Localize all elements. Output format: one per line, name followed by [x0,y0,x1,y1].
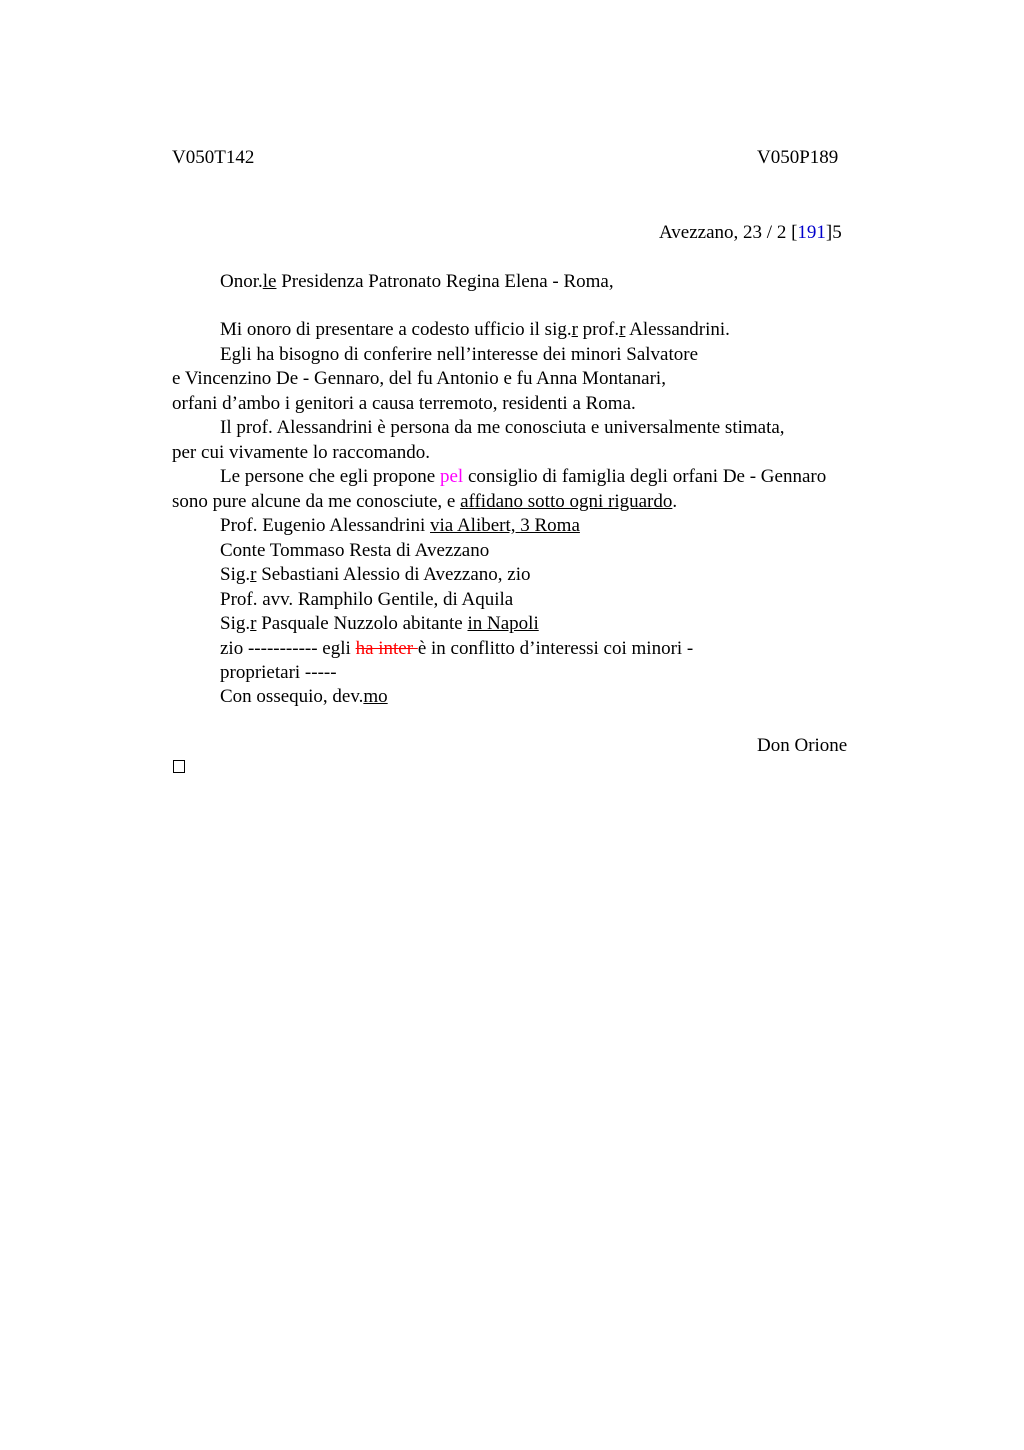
header-left-code: V050T142 [172,147,255,168]
text-run: sono pure alcune da me conosciute, e [172,491,461,512]
paragraph-1 [220,318,730,342]
abbrev-superscript: r [571,319,578,340]
addressee-part: Onor. [220,271,263,292]
date-suffix: ]5 [825,222,842,243]
abbrev-superscript: mo [363,686,388,707]
underlined-phrase: affidano sotto ogni riguardo [460,491,673,512]
paragraph-4-line-2 [172,490,677,514]
text-run: è in conflitto d’interessi coi minori - [417,638,694,659]
header-right-code: V050P189 [757,147,839,168]
struck-text: ha inter [355,638,418,659]
date-prefix: Avezzano, 23 / 2 [ [659,222,798,243]
closing [220,685,388,709]
paragraph-4-line-1 [220,465,826,489]
text-run: Con ossequio, dev. [220,686,364,707]
text-run: consiglio di famiglia degli orfani De - Gennaro [463,466,827,487]
addressee-superscript: le [262,271,277,292]
text-run: . [672,491,678,512]
text-run: Le persone che egli propone [220,466,440,487]
text-run: Pasquale Nuzzolo abitante [256,613,468,634]
list-item [220,514,580,538]
text-run: prof. [577,319,620,340]
list-item: Conte Tommaso Resta di Avezzano [220,540,490,561]
addressee-part: Presidenza Patronato Regina Elena - Roma, [276,271,614,292]
paragraph-3-line-1: Il prof. Alessandrini è persona da me conosciuta e universalmente stimata, [220,417,785,438]
list-item: Prof. avv. Ramphilo Gentile, di Aquila [220,589,514,610]
underlined-address: via Alibert, 3 Roma [430,515,580,536]
addressee [220,270,614,294]
empty-checkbox-glyph [173,760,185,773]
text-run: Sebastiani Alessio di Avezzano, zio [256,564,531,585]
abbrev-superscript: r [250,564,257,585]
text-run: Alessandrini. [625,319,730,340]
highlighted-word: pel [440,466,464,487]
signature: Don Orione [757,735,848,756]
date-year-bracket: 191 [797,222,826,243]
text-run: Mi onoro di presentare a codesto ufficio il sig. [220,319,572,340]
underlined-place: in Napoli [467,613,539,634]
text-run: Sig. [220,613,251,634]
text-run: Sig. [220,564,251,585]
abbrev-superscript: r [619,319,626,340]
paragraph-2-line-1: Egli ha bisogno di conferire nell’interesse dei minori Salvatore [220,344,699,365]
text-run: zio ----------- egli [220,638,356,659]
list-item [220,612,539,636]
list-item [220,637,693,661]
paragraph-3-line-2: per cui vivamente lo raccomando. [172,442,430,463]
list-item [220,563,530,587]
paragraph-2-line-2: e Vincenzino De - Gennaro, del fu Antonio e fu Anna Montanari, [172,368,666,389]
letter-date [659,221,842,245]
abbrev-superscript: r [250,613,257,634]
paragraph-2-line-3: orfani d’ambo i genitori a causa terremoto, residenti a Roma. [172,393,636,414]
text-run: Prof. Eugenio Alessandrini [220,515,431,536]
list-item: proprietari ----- [220,662,337,683]
